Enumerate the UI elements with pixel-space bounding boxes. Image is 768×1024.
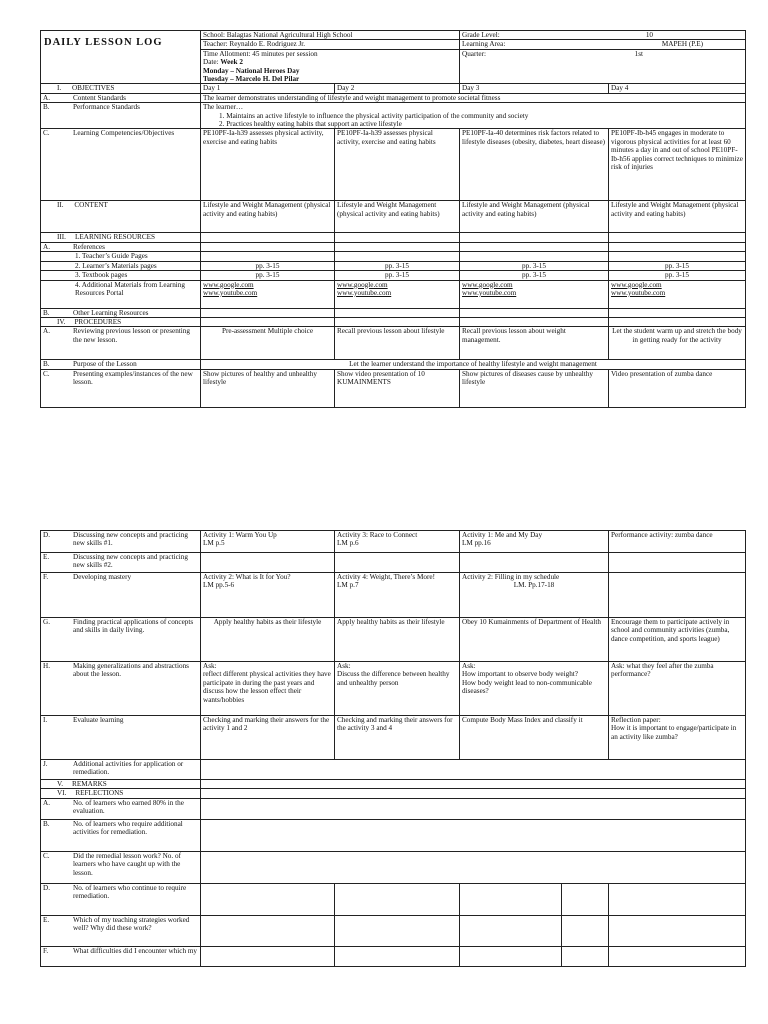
row-key: H. — [43, 662, 50, 670]
google-link[interactable]: www.google.com — [462, 280, 513, 289]
google-link[interactable]: www.google.com — [337, 280, 388, 289]
day-4-header: Day 4 — [609, 84, 746, 93]
tb-day-1: pp. 3-15 — [201, 271, 335, 280]
youtube-link[interactable]: www.youtube.com — [611, 288, 666, 297]
content-day-2: Lifestyle and Weight Management (physical activity and eating habits) — [335, 201, 460, 233]
ask-text: Discuss the difference between healthy and unhealthy person — [337, 670, 450, 687]
activity-title: Activity 2: What is It for You? — [203, 573, 291, 581]
document-title: DAILY LESSON LOG — [41, 31, 201, 84]
row-key: B. — [43, 360, 50, 369]
row-label: Purpose of the Lesson — [73, 360, 137, 369]
tb-day-4: pp. 3-15 — [609, 271, 746, 280]
lm-day-4: pp. 3-15 — [609, 261, 746, 270]
purpose-label — [41, 360, 201, 369]
activity-page: LM p.7 — [337, 581, 359, 590]
evaluate-day-2: Checking and marking their answers for the activity 3 and 4 — [335, 716, 460, 760]
review-day-2: Recall previous lesson about lifestyle — [335, 327, 460, 360]
teachers-guide-label: 1. Teacher’s Guide Pages — [41, 252, 201, 261]
discussing-1-day-3 — [460, 531, 609, 553]
ask-label: Ask: — [337, 662, 351, 670]
ask-text: How important to observe body weight? — [462, 670, 578, 679]
grade-level-field — [460, 31, 746, 40]
row-label: Reviewing previous lesson or presenting the new lesson. — [73, 327, 190, 344]
row-key: B. — [43, 308, 50, 317]
grade-value: 10 — [645, 31, 654, 39]
developing-mastery-label — [41, 573, 201, 618]
date-label: Date: — [203, 58, 221, 67]
row-label: References — [73, 242, 105, 251]
content-day-3: Lifestyle and Weight Management (physical activity and eating habits) — [460, 201, 609, 233]
learners-materials-label: 2. Learner’s Materials pages — [41, 261, 201, 270]
lesson-log-table-page1 — [40, 30, 746, 408]
generalizations-day-3 — [460, 662, 609, 716]
additional-activities-label — [41, 760, 201, 780]
performance-standards-text — [201, 103, 746, 129]
applications-day-2: Apply healthy habits as their lifestyle — [335, 618, 460, 662]
activity-page: LM. Pp.17-18 — [513, 581, 555, 590]
am-day-2 — [335, 280, 460, 308]
activity-title: Activity 1: Me and My Day — [462, 531, 543, 539]
youtube-link[interactable]: www.youtube.com — [337, 288, 392, 297]
ask-text-2: How body weight lead to non-communicable diseases? — [462, 678, 592, 696]
row-key: A. — [43, 242, 50, 251]
activity-title: Activity 1: Warm You Up — [203, 531, 277, 539]
youtube-link[interactable]: www.youtube.com — [462, 288, 517, 297]
quarter-field — [460, 49, 746, 84]
lm-day-2: pp. 3-15 — [335, 261, 460, 270]
generalizations-day-1 — [201, 662, 335, 716]
section-num: II. — [57, 201, 64, 210]
generalizations-day-2 — [335, 662, 460, 716]
other-resources-label — [41, 308, 201, 317]
learning-area-field — [460, 40, 746, 49]
objectives-heading — [41, 84, 201, 93]
discussing-1-day-1 — [201, 531, 335, 553]
section-label: PROCEDURES — [74, 317, 122, 326]
evaluate-day-1: Checking and marking their answers for the activity 1 and 2 — [201, 716, 335, 760]
section-num: V. — [57, 780, 64, 788]
row-label: Learning Competencies/Objectives — [73, 129, 175, 138]
content-day-1: Lifestyle and Weight Management (physical activity and eating habits) — [201, 201, 335, 233]
google-link[interactable]: www.google.com — [203, 280, 254, 289]
evaluate-day-3: Compute Body Mass Index and classify it — [460, 716, 609, 760]
row-label: Discussing new concepts and practicing new skills #2. — [73, 553, 188, 570]
row-key: C. — [43, 129, 50, 138]
content-day-4: Lifestyle and Weight Management (physical activity and eating habits) — [609, 201, 746, 233]
row-label: No. of learners who require additional activities for remediation. — [73, 819, 183, 837]
row-label: Making generalizations and abstractions about the lesson. — [73, 662, 189, 679]
grade-label: Grade Level: — [462, 31, 500, 39]
row-label: Developing mastery — [73, 573, 132, 581]
row-label: Performance Standards — [73, 103, 140, 112]
reflection-a-label — [41, 798, 201, 819]
examples-day-2: Show video presentation of 10 KUMAINMENTS — [335, 369, 460, 407]
row-label: Content Standards — [73, 93, 126, 102]
google-link[interactable]: www.google.com — [611, 280, 662, 289]
competency-day-1: PE10PF-Ia-h39 assesses physical activity, exercise and eating habits — [201, 129, 335, 201]
evaluate-learning-label — [41, 716, 201, 760]
section-num: III. — [57, 233, 66, 242]
generalizations-day-4: Ask: what they feel after the zumba performance? — [609, 662, 746, 716]
presenting-examples-label — [41, 369, 201, 407]
row-key: F. — [43, 573, 49, 581]
row-key: F. — [43, 946, 49, 955]
lesson-log-table-page2 — [40, 530, 746, 967]
row-label: Did the remedial lesson work? No. of learners who have caught up with the lesson. — [73, 851, 181, 877]
ps-intro: The learner… — [203, 103, 244, 112]
date-note-monday: Monday – National Heroes Day — [203, 66, 300, 75]
activity-page: LM p.6 — [337, 539, 359, 548]
content-standards-text: The learner demonstrates understanding of lifestyle and weight management to promote societal fitness — [201, 93, 746, 102]
learning-area-label: Learning Area: — [462, 40, 506, 49]
row-key: E. — [43, 553, 50, 561]
competencies-label — [41, 129, 201, 201]
row-label: No. of learners who continue to require remediation. — [73, 883, 187, 901]
applications-day-1: Apply healthy habits as their lifestyle — [201, 618, 335, 662]
teacher-field: Teacher: Reynaldo E. Rodriguez Jr. — [201, 40, 460, 49]
row-label: Presenting examples/instances of the new lesson. — [73, 369, 193, 387]
am-day-1 — [201, 280, 335, 308]
applications-day-3: Obey 10 Kumainments of Department of Health — [460, 618, 609, 662]
row-label: Discussing new concepts and practicing new skills #1. — [73, 531, 188, 548]
day-1-header: Day 1 — [201, 84, 335, 93]
row-key: A. — [43, 798, 50, 807]
row-label: Evaluate learning — [73, 716, 124, 724]
generalizations-label — [41, 662, 201, 716]
row-key: E. — [43, 915, 50, 924]
resources-heading — [41, 233, 201, 242]
learning-area-value: MAPEH (P.E) — [661, 40, 704, 49]
reflection-text: How it is important to engage/participate in an activity like zumba? — [611, 724, 737, 741]
day-3-header: Day 3 — [460, 84, 609, 93]
row-key: B. — [43, 819, 50, 828]
row-key: A. — [43, 327, 50, 336]
row-key: J. — [43, 760, 48, 768]
row-label: What difficulties did I encounter which my — [73, 946, 198, 955]
content-standards-label — [41, 93, 201, 102]
review-day-3: Recall previous lesson about weight management. — [460, 327, 609, 360]
reflection-e-label — [41, 915, 201, 946]
row-label: No. of learners who earned 80% in the evaluation. — [73, 798, 184, 816]
reflection-b-label — [41, 819, 201, 851]
row-key: G. — [43, 618, 50, 626]
section-label: LEARNING RESOURCES — [74, 233, 156, 242]
quarter-label: Quarter: — [462, 49, 486, 58]
content-heading — [41, 201, 201, 233]
row-key: B. — [43, 103, 50, 112]
row-key: D. — [43, 531, 50, 539]
remarks-heading — [41, 780, 201, 789]
practical-applications-label — [41, 618, 201, 662]
am-day-4 — [609, 280, 746, 308]
mastery-day-2 — [335, 573, 460, 618]
row-key: C. — [43, 851, 50, 860]
ask-label: Ask: — [203, 662, 217, 670]
reflection-d-label — [41, 883, 201, 915]
ps-item-1: 1. Maintains an active lifestyle to influence the physical activity participation of the community and society — [219, 111, 529, 120]
reflections-heading — [41, 789, 201, 798]
lm-day-3: pp. 3-15 — [460, 261, 609, 270]
time-date-field — [201, 49, 460, 84]
quarter-value: 1st — [634, 49, 644, 58]
youtube-link[interactable]: www.youtube.com — [203, 288, 258, 297]
tb-day-3: pp. 3-15 — [460, 271, 609, 280]
applications-day-4: Encourage them to participate actively in school and community activities (zumba, dance competition, and sports league) — [609, 618, 746, 662]
row-label: Finding practical applications of concepts and skills in daily living. — [73, 618, 194, 635]
section-label: CONTENT — [74, 201, 108, 210]
reflection-label: Reflection paper: — [611, 716, 661, 724]
activity-title: Activity 2: Filling in my schedule — [462, 573, 560, 581]
day-2-header: Day 2 — [335, 84, 460, 93]
procedures-heading — [41, 317, 201, 326]
ps-item-2: 2. Practices healthy eating habits that support an active lifestyle — [219, 120, 402, 129]
school-field: School: Balagtas National Agricultural High School — [201, 31, 460, 40]
discussing-1-day-2 — [335, 531, 460, 553]
ask-text: reflect different physical activities they have participate in during the past years and discuss how the lesson effect their wants/hobbies — [203, 670, 331, 704]
row-key: C. — [43, 369, 50, 378]
date-line — [203, 58, 457, 66]
am-day-3 — [460, 280, 609, 308]
competency-day-4: PE10PF-Ib-h45 engages in moderate to vigorous physical activities for at least 60 minutes a day in and out of school PE10PF-Ib-h56 applies correct techniques to minimize risk of injuries — [609, 129, 746, 201]
activity-page: LM p.5 — [203, 539, 225, 548]
row-key: A. — [43, 93, 50, 102]
discussing-1-day-4: Performance activity: zumba dance — [609, 531, 746, 553]
section-num: I. — [57, 84, 62, 93]
ask-label: Ask: — [462, 662, 476, 670]
discussing-1-label — [41, 531, 201, 553]
examples-day-3: Show pictures of diseases cause by unhealthy lifestyle — [460, 369, 609, 407]
reflection-c-label — [41, 851, 201, 883]
additional-materials-label: 4. Additional Materials from Learning Resources Portal — [41, 280, 201, 308]
activity-title: Activity 3: Race to Connect — [337, 531, 418, 539]
lm-day-1: pp. 3-15 — [201, 261, 335, 270]
mastery-day-3 — [460, 573, 609, 618]
activity-page: LM pp.16 — [462, 539, 491, 548]
mastery-day-1 — [201, 573, 335, 618]
examples-day-1: Show pictures of healthy and unhealthy lifestyle — [201, 369, 335, 407]
row-label: Additional activities for application or remediation. — [73, 760, 184, 777]
date-note-tuesday: Tuesday – Marcelo H. Del Pilar — [203, 75, 300, 84]
review-lesson-label — [41, 327, 201, 360]
row-key: D. — [43, 883, 50, 892]
section-label: OBJECTIVES — [71, 84, 115, 93]
purpose-text: Let the learner understand the importance of healthy lifestyle and weight management — [201, 360, 746, 369]
reflection-f-label — [41, 946, 201, 966]
review-day-1: Pre-assessment Multiple choice — [201, 327, 335, 360]
examples-day-4: Video presentation of zumba dance — [609, 369, 746, 407]
section-num: IV. — [57, 317, 66, 326]
activity-page: LM pp.5-6 — [203, 581, 235, 590]
competency-day-2: PE10PF-Ia-h39 assesses physical activity, exercise and eating habits — [335, 129, 460, 201]
section-label: REMARKS — [72, 780, 107, 788]
tb-day-2: pp. 3-15 — [335, 271, 460, 280]
section-label: REFLECTIONS — [75, 789, 124, 798]
review-day-4: Let the student warm up and stretch the body in getting ready for the activity — [609, 327, 746, 360]
competency-day-3: PE10PF-Ia-40 determines risk factors related to lifestyle diseases (obesity, diabetes, heart disease) — [460, 129, 609, 201]
discussing-2-label — [41, 553, 201, 573]
evaluate-day-4 — [609, 716, 746, 760]
time-allotment: Time Allotment: 45 minutes per session — [203, 49, 318, 58]
row-label: Which of my teaching strategies worked well? Why did these work? — [73, 915, 190, 933]
textbook-pages-label: 3. Textbook pages — [41, 271, 201, 280]
row-key: I. — [43, 716, 48, 724]
activity-title: Activity 4: Weight, There’s More! — [337, 573, 435, 581]
performance-standards-label — [41, 103, 201, 129]
references-label — [41, 242, 201, 251]
row-label: Other Learning Resources — [73, 308, 149, 317]
section-num: VI. — [57, 789, 67, 798]
date-value: Week 2 — [220, 58, 243, 67]
